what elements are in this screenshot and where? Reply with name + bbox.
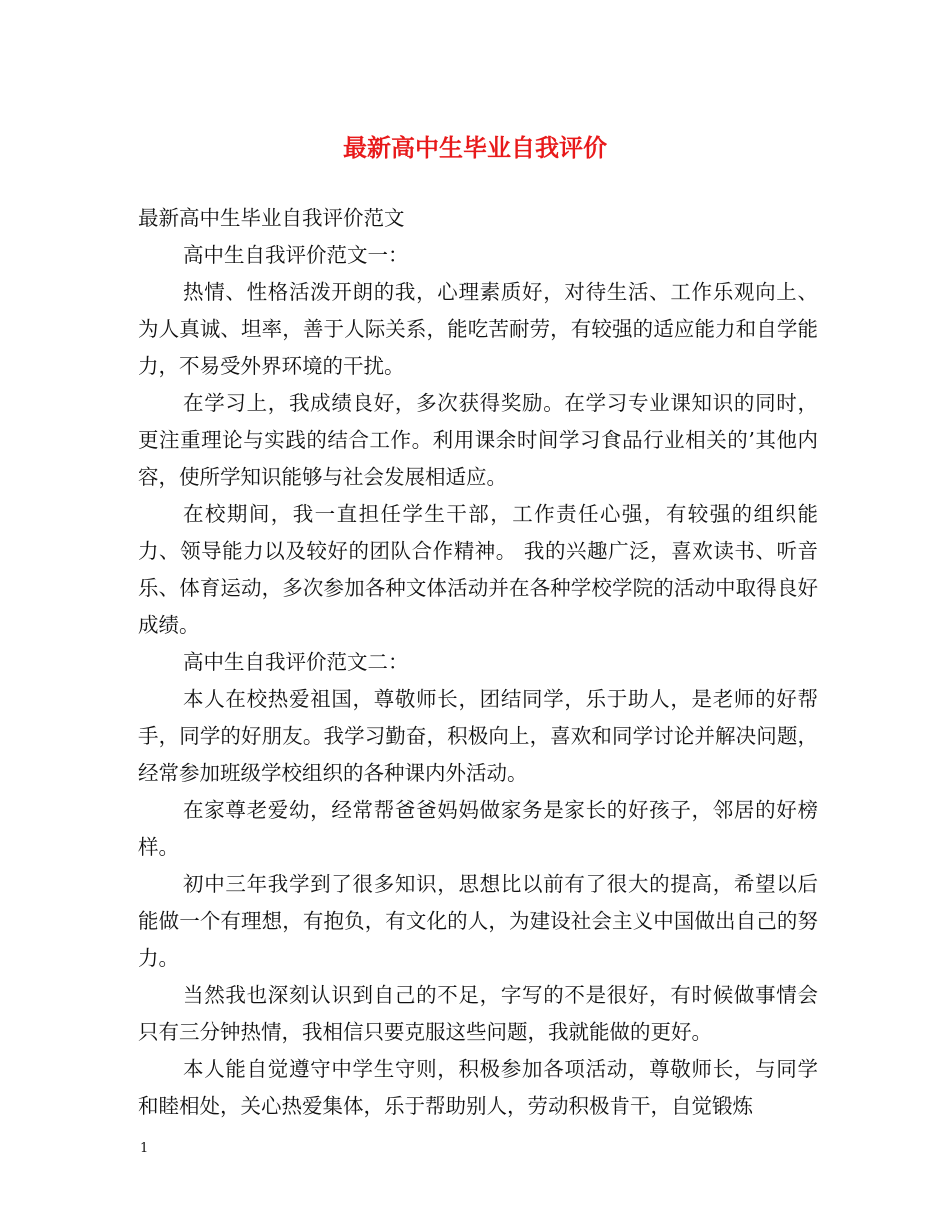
paragraph: 初中三年我学到了很多知识，思想比以前有了很大的提高，希望以后能做一个有理想，有抱负，有文化的人，为建设社会主义中国做出自己的努力。 <box>138 872 818 970</box>
paragraph: 在家尊老爱幼，经常帮爸爸妈妈做家务是家长的好孩子，邻居的好榜样。 <box>138 798 818 859</box>
paragraph: 本人能自觉遵守中学生守则，积极参加各项活动，尊敬师长，与同学和睦相处，关心热爱集体，乐于帮助别人，劳动积极肯干，自觉锻炼 <box>138 1057 818 1118</box>
paragraph: 在学习上，我成绩良好，多次获得奖励。在学习专业课知识的同时，更注重理论与实践的结合工作。利用课余时间学习食品行业相关的’其他内容，使所学知识能够与社会发展相适应。 <box>138 391 818 489</box>
document-title: 最新高中生毕业自我评价 <box>343 133 607 162</box>
paragraph: 当然我也深刻认识到自己的不足，字写的不是很好，有时候做事情会只有三分钟热情，我相信只要克服这些问题，我就能做的更好。 <box>138 983 818 1044</box>
paragraph: 在校期间，我一直担任学生干部，工作责任心强，有较强的组织能力、领导能力以及较好的团队合作精神。 我的兴趣广泛，喜欢读书、听音乐、体育运动，多次参加各种文体活动并在各种学校学院的活动中取得良好成绩。 <box>138 502 818 637</box>
paragraph: 热情、性格活泼开朗的我，心理素质好，对待生活、工作乐观向上、为人真诚、坦率，善于人际关系，能吃苦耐劳，有较强的适应能力和自学能力，不易受外界环境的干扰。 <box>138 280 818 378</box>
document-body <box>138 200 818 1125</box>
paragraph-heading-two: 高中生自我评价范文二： <box>183 650 409 674</box>
paragraph-subtitle: 最新高中生毕业自我评价范文 <box>138 206 405 230</box>
page-number: 1 <box>140 1141 149 1156</box>
paragraph-heading-one: 高中生自我评价范文一： <box>183 243 409 267</box>
paragraph: 本人在校热爱祖国，尊敬师长，团结同学，乐于助人，是老师的好帮手，同学的好朋友。我学习勤奋，积极向上，喜欢和同学讨论并解决问题，经常参加班级学校组织的各种课内外活动。 <box>138 687 818 785</box>
